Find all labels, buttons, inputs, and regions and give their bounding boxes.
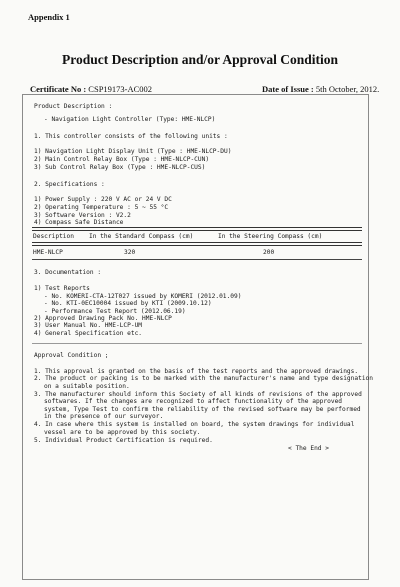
appendix-label: Appendix 1: [28, 12, 70, 22]
table-header-rule: [32, 242, 362, 246]
doc-drawing-pack: 2) Approved Drawing Pack No. HME-NLCP: [34, 315, 172, 322]
section-1-heading: 1. This controller consists of the following units :: [34, 133, 228, 140]
condition-1: 1. This approval is granted on the basis of the test reports and the approved drawings.: [34, 368, 359, 375]
doc-test-reports: 1) Test Reports: [34, 285, 90, 292]
condition-5: 5. Individual Product Certification is required.: [34, 437, 213, 444]
certificate-value: CSP19173-AC002: [88, 84, 153, 94]
doc-test-report-performance: - Performance Test Report (2012.06.19): [44, 308, 186, 315]
condition-2: 2. The product or packing is to be marked with the manufacturer's name and type designation: [34, 375, 373, 382]
doc-test-report-komeri: - No. KOMERI-CTA-12T027 issued by KOMERI (2012.01.09): [44, 293, 242, 300]
issue-date-value: 5th October, 2012.: [315, 84, 380, 94]
condition-3: 3. The manufacturer should inform this Society of all kinds of revisions of the approved: [34, 391, 362, 398]
doc-test-report-kti: - No. KTI-0EC10004 issued by KTI (2009.10.12): [44, 300, 212, 307]
condition-3-line-3: system, Type Test to confirm the reliability of the revised software may be performed: [44, 406, 361, 413]
condition-4-continued: vessel are to be approved by this society.: [44, 429, 201, 436]
doc-general-specification: 4) General Specification etc.: [34, 330, 143, 337]
table-header-description: Description: [33, 233, 74, 240]
section-divider: [32, 343, 362, 344]
unit-2: 2) Main Control Relay Box (Type : HME-NLCP-CUN): [34, 156, 210, 163]
issue-date-label: Date of Issue :: [262, 84, 316, 94]
condition-3-line-4: in the presence of our surveyor.: [44, 413, 164, 420]
table-header-standard-compass: In the Standard Compass (cm): [89, 233, 194, 240]
product-description-text: - Navigation Light Controller (Type: HME-NLCP): [44, 116, 216, 123]
table-cell-steering-compass: 200: [263, 249, 275, 256]
page-title: Product Description and/or Approval Condition: [61, 52, 339, 67]
doc-user-manual: 3) User Manual No. HME-LCP-UM: [34, 322, 143, 329]
condition-3-line-2: softwares. If the changes are recognized to affect functionality of the approved: [44, 398, 343, 405]
condition-4: 4. In case where this system is installed on board, the system drawings for individual: [34, 421, 355, 428]
section-2-heading: 2. Specifications :: [34, 181, 105, 188]
product-description-heading: Product Description :: [34, 103, 113, 110]
section-3-heading: 3. Documentation :: [34, 269, 102, 276]
table-cell-standard-compass: 320: [124, 249, 136, 256]
certificate-number: [30, 84, 152, 94]
approval-condition-heading: Approval Condition ;: [34, 352, 109, 359]
certificate-label: Certificate No :: [30, 84, 89, 94]
end-marker: < The End >: [288, 445, 329, 452]
table-cell-description: HME-NLCP: [33, 249, 63, 256]
table-bottom-rule: [32, 259, 362, 260]
spec-operating-temperature: 2) Operating Temperature : 5 ~ 55 °C: [34, 204, 169, 211]
table-header-steering-compass: In the Steering Compass (cm): [218, 233, 323, 240]
spec-software-version: 3) Software Version : V2.2: [34, 212, 131, 219]
spec-compass-safe-distance: 4) Compass Safe Distance: [34, 219, 124, 226]
table-top-rule: [32, 227, 362, 231]
unit-3: 3) Sub Control Relay Box (Type : HME-NLCP-CUS): [34, 164, 206, 171]
condition-2-continued: on a suitable position.: [44, 383, 130, 390]
issue-date: [262, 84, 379, 94]
spec-power-supply: 1) Power Supply : 220 V AC or 24 V DC: [34, 196, 172, 203]
unit-1: 1) Navigation Light Display Unit (Type : HME-NLCP-DU): [34, 148, 232, 155]
